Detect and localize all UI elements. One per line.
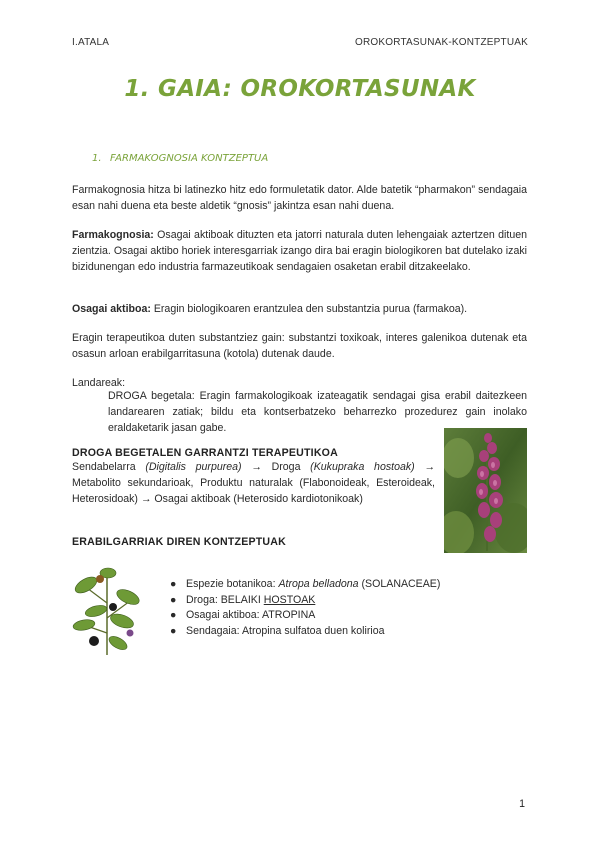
chain-part-c: → Metabolito sekundarioak, Produktu naturalak (Flabonoideak, Esteroideak, Heterosidoak) → Osagai aktiboak (Heterosido kardiotonikoak)	[72, 461, 435, 505]
chain-drug: (Kukupraka hostoak)	[310, 461, 415, 473]
medicine-item: Sendagaia: Atropina sulfatoa duen kolirioa	[186, 624, 385, 637]
chain-part-a: Sendabelarra	[72, 461, 146, 473]
bullet-icon: ●	[170, 578, 177, 590]
paragraph-droga-begetala: DROGA begetala: Eragin farmakologikoak izateagatik sendagai gisa erabil daitezkeen landarearen zatiak; bildu eta kontserbatzeko beharrezko prozedurez gain inolako eraldaketarik jasan gabe.	[108, 390, 527, 434]
active-ingredient-text: Eragin biologikoaren erantzulea den substantzia purua (farmakoa).	[150, 303, 468, 315]
header-chapter: I.ATALA	[72, 37, 110, 48]
concepts-list	[170, 577, 440, 639]
species-label: Espezie botanikoa:	[186, 578, 279, 590]
species-family: (SOLANACEAE)	[358, 578, 441, 590]
active-ingredient-item: Osagai aktiboa: ATROPINA	[186, 609, 316, 621]
bullet-icon: ●	[170, 593, 177, 606]
page-title: 1. GAIA: OROKORTASUNAK	[124, 76, 476, 102]
paragraph-active-ingredient	[72, 301, 527, 317]
list-item-species	[170, 577, 440, 593]
list-item-drug	[170, 593, 440, 609]
section-number: 1.	[92, 153, 102, 164]
heading-therapeutic-importance: DROGA BEGETALEN GARRANTZI TERAPEUTIKOA	[72, 447, 338, 459]
heading-useful-concepts: ERABILGARRIAK DIREN KONTZEPTUAK	[72, 536, 286, 548]
drug-leaves: HOSTOAK	[263, 593, 316, 606]
foxglove-photo	[444, 428, 527, 553]
species-name: Atropa belladona	[278, 578, 359, 590]
chain-part-b: → Droga	[241, 461, 311, 473]
list-item-medicine	[170, 624, 440, 640]
term-osagai-aktiboa: Osagai aktiboa:	[72, 303, 151, 315]
section-heading	[92, 153, 268, 164]
bullet-icon: ●	[170, 624, 177, 637]
paragraph-etymology: Farmakognosia hitza bi latinezko hitz edo formuletatik dator. Alde batetik “pharmakon” sendagaia esan nahi duena eta beste aldetik “gnosis” jakintza esan nahi duena.	[72, 184, 527, 212]
bullet-icon: ●	[170, 609, 177, 621]
paragraph-definition	[72, 227, 527, 275]
chain-species: (Digitalis purpurea)	[145, 461, 242, 473]
list-item-active-ingredient	[170, 608, 440, 624]
paragraph-plants-label: Landareak:	[72, 377, 126, 389]
header-topic: OROKORTASUNAK-KONTZEPTUAK	[355, 37, 528, 48]
term-farmakognosia: Farmakognosia:	[72, 229, 154, 241]
section-label: FARMAKOGNOSIA KONTZEPTUA	[110, 153, 269, 164]
page-number: 1	[519, 798, 525, 810]
belladonna-illustration	[72, 563, 142, 655]
paragraph-digitalis-chain	[72, 459, 435, 507]
definition-text: Osagai aktiboak dituzten eta jatorri naturala duten lehengaiak aztertzen dituen zientzia. Osagai aktibo horiek interesgarriak izango dira bai eragin biologikoren bat dutelako izaki bizidunengan edo industria farmazeutikoak sendagaien osaketan erabil ditzakeelako.	[72, 229, 527, 273]
paragraph-substances: Eragin terapeutikoa duten substantziez gain: substantzi toxikoak, interes galenikoa dutenak eta osasun arloan erabilgarritasuna (kotola) dutenak daude.	[72, 332, 527, 360]
drug-label: Droga: BELAIKI	[186, 593, 264, 606]
